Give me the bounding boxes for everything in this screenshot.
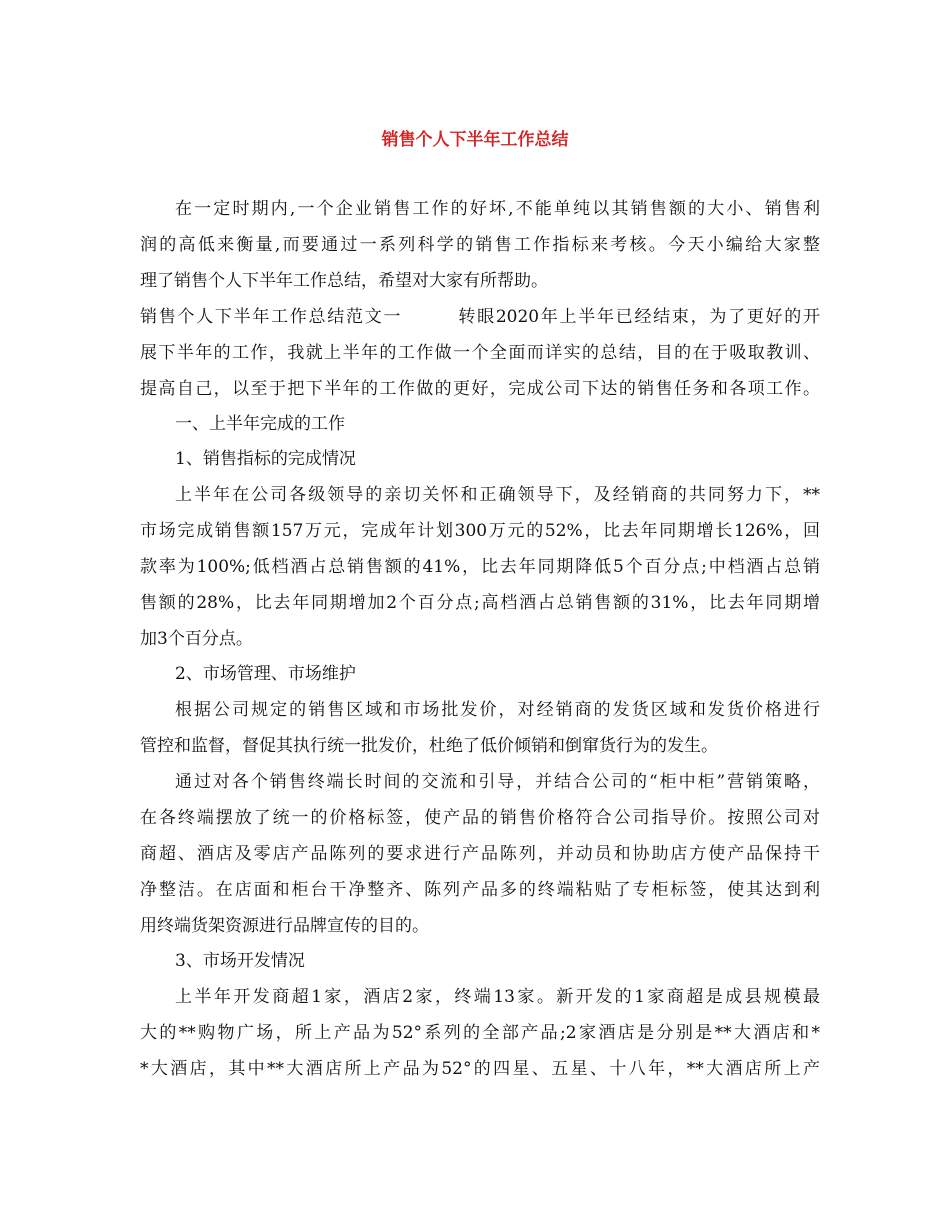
paragraph-line: 在各终端摆放了统一的价格标签，使产品的销售价格符合公司指导价。按照公司对 <box>140 808 820 828</box>
paragraph-line: 用终端货架资源进行品牌宣传的目的。 <box>140 916 429 936</box>
paragraph-line: 根据公司规定的销售区域和市场批发价，对经销商的发货区域和发货价格进行 <box>175 700 820 720</box>
paragraph-line: 展下半年的工作，我就上半年的工作做一个全面而详实的总结，目的在于吸取教训、 <box>140 343 820 363</box>
section-heading: 一、上半年完成的工作 <box>175 414 345 434</box>
paragraph-line: 加3个百分点。 <box>140 629 253 649</box>
page-title: 销售个人下半年工作总结 <box>381 130 569 150</box>
paragraph-line: 市场完成销售额157万元，完成年计划300万元的52%，比去年同期增长126%，回 <box>140 521 820 541</box>
paragraph-line: 净整洁。在店面和柜台干净整齐、陈列产品多的终端粘贴了专柜标签，使其达到利 <box>140 880 820 900</box>
paragraph-line: *大酒店，其中**大酒店所上产品为52°的四星、五星、十八年，**大酒店所上产 <box>140 1059 820 1079</box>
paragraph-line: 大的**购物广场，所上产品为52°系列的全部产品;2家酒店是分别是**大酒店和* <box>140 1023 820 1043</box>
paragraph-line: 理了销售个人下半年工作总结，希望对大家有所帮助。 <box>140 271 548 291</box>
paragraph-line: 商超、酒店及零店产品陈列的要求进行产品陈列，并动员和协助店方使产品保持干 <box>140 844 820 864</box>
paragraph-line: 上半年在公司各级领导的亲切关怀和正确领导下，及经销商的共同努力下，** <box>175 485 820 505</box>
subsection-heading: 1、销售指标的完成情况 <box>175 449 356 469</box>
paragraph-line: 提高自己，以至于把下半年的工作做的更好，完成公司下达的销售任务和各项工作。 <box>140 379 820 399</box>
paragraph-line: 通过对各个销售终端长时间的交流和引导，并结合公司的“柜中柜”营销策略， <box>175 772 820 792</box>
paragraph-line: 上半年开发商超1家，酒店2家，终端13家。新开发的1家商超是成县规模最 <box>175 987 820 1007</box>
paragraph-line: 润的高低来衡量,而要通过一系列科学的销售工作指标来考核。今天小编给大家整 <box>140 235 820 255</box>
paragraph-line: 销售个人下半年工作总结范文一 转眼2020年上半年已经结束，为了更好的开 <box>140 307 820 327</box>
subsection-heading: 3、市场开发情况 <box>175 951 305 971</box>
paragraph-line: 管控和监督，督促其执行统一批发价，杜绝了低价倾销和倒窜货行为的发生。 <box>140 736 718 756</box>
paragraph-line: 在一定时期内,一个企业销售工作的好坏,不能单纯以其销售额的大小、销售利 <box>175 199 820 219</box>
paragraph-line: 售额的28%，比去年同期增加2个百分点;高档酒占总销售额的31%，比去年同期增 <box>140 593 820 613</box>
subsection-heading: 2、市场管理、市场维护 <box>175 664 356 684</box>
paragraph-line: 款率为100%;低档酒占总销售额的41%，比去年同期降低5个百分点;中档酒占总销 <box>140 557 820 577</box>
